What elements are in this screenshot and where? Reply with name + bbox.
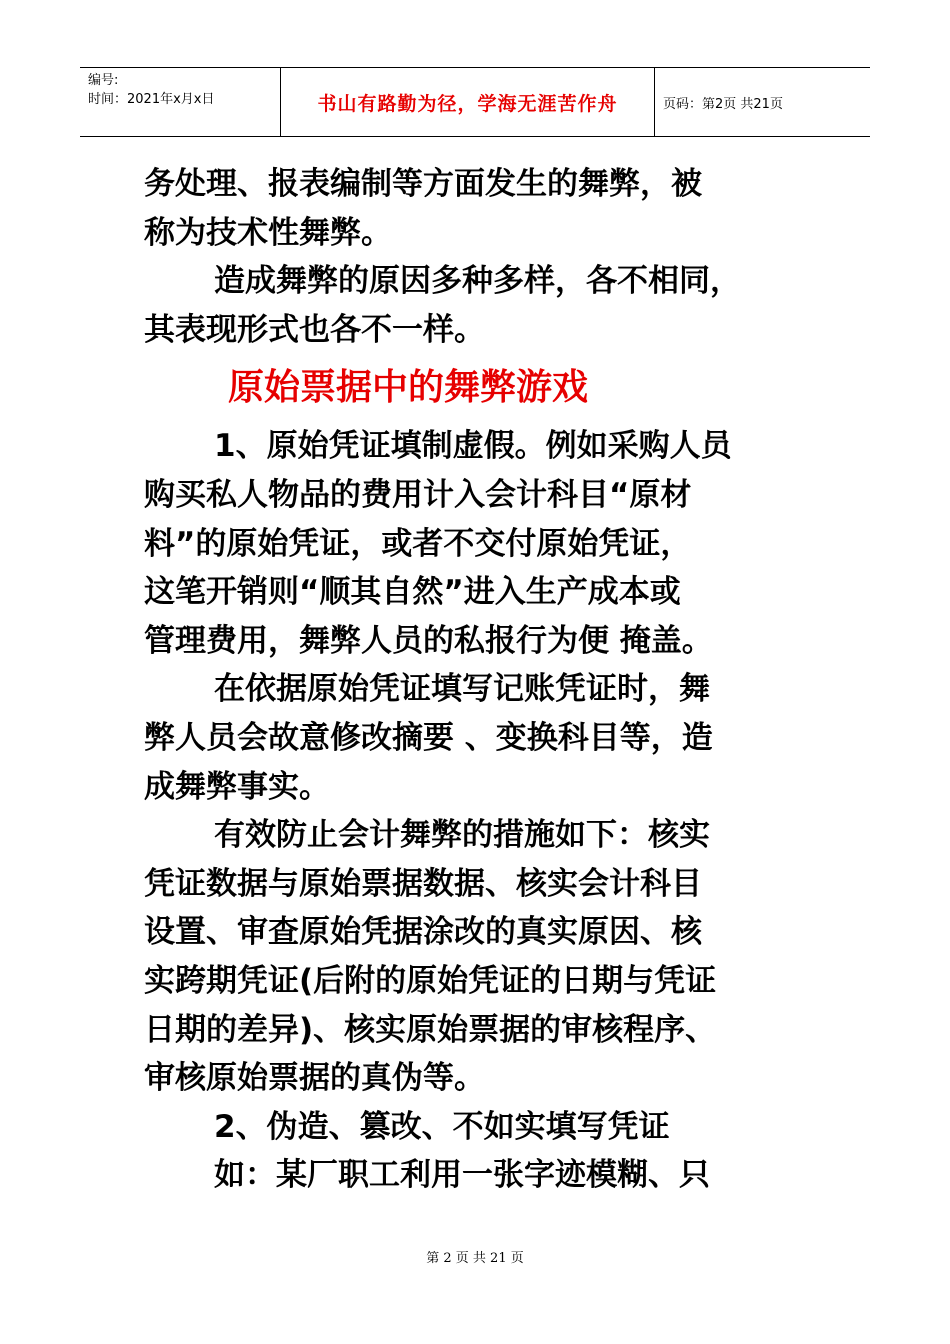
document-number-label: 编号: — [88, 73, 119, 88]
paragraph-line: 有效防止会计舞弊的措施如下：核实 — [214, 817, 710, 854]
section-heading: 原始票据中的舞弊游戏 — [228, 367, 589, 409]
header-motto: 书山有路勤为径，学海无涯苦作舟 — [281, 68, 655, 136]
paragraph-line: 2、伪造、篡改、不如实填写凭证 — [214, 1108, 670, 1145]
paragraph-line: 成舞弊事实。 — [144, 768, 330, 805]
paragraph-line: 1、原始凭证填制虚假。例如采购人员 — [214, 428, 732, 465]
page-footer: 第 2 页 共 21 页 — [426, 1251, 524, 1266]
paragraph-line: 管理费用，舞弊人员的私报行为便 掩盖。 — [144, 622, 713, 659]
paragraph-line: 弊人员会故意修改摘要 、变换科目等，造 — [144, 719, 713, 756]
page-header — [80, 67, 870, 137]
paragraph-line: 料”的原始凭证，或者不交付原始凭证， — [144, 525, 692, 562]
paragraph-line: 如：某厂职工利用一张字迹模糊、只 — [214, 1157, 710, 1194]
paragraph-line: 设置、审查原始凭据涂改的真实原因、核 — [144, 914, 702, 951]
header-meta-cell — [80, 68, 281, 136]
header-page-number: 页码：第2页 共21页 — [663, 96, 783, 112]
paragraph-line: 这笔开销则“顺其自然”进入生产成本或 — [144, 574, 681, 611]
paragraph-line: 日期的差异)、核实原始票据的审核程序、 — [144, 1011, 717, 1048]
document-body — [144, 160, 816, 1200]
paragraph-line: 务处理、报表编制等方面发生的舞弊，被 — [144, 166, 702, 202]
document-time-label: 时间：2021年x月x日 — [88, 92, 215, 107]
paragraph-line: 凭证数据与原始票据数据、核实会计科目 — [144, 865, 702, 902]
paragraph-line: 称为技术性舞弊。 — [144, 214, 392, 251]
paragraph-line: 其表现形式也各不一样。 — [144, 311, 485, 348]
paragraph-line: 审核原始票据的真伪等。 — [144, 1060, 485, 1097]
paragraph-line: 造成舞弊的原因多种多样，各不相同， — [214, 263, 741, 300]
paragraph-line: 实跨期凭证(后附的原始凭证的日期与凭证 — [144, 962, 717, 999]
paragraph-line: 购买私人物品的费用计入会计科目“原材 — [144, 476, 692, 513]
paragraph-line: 在依据原始凭证填写记账凭证时，舞 — [214, 671, 710, 708]
